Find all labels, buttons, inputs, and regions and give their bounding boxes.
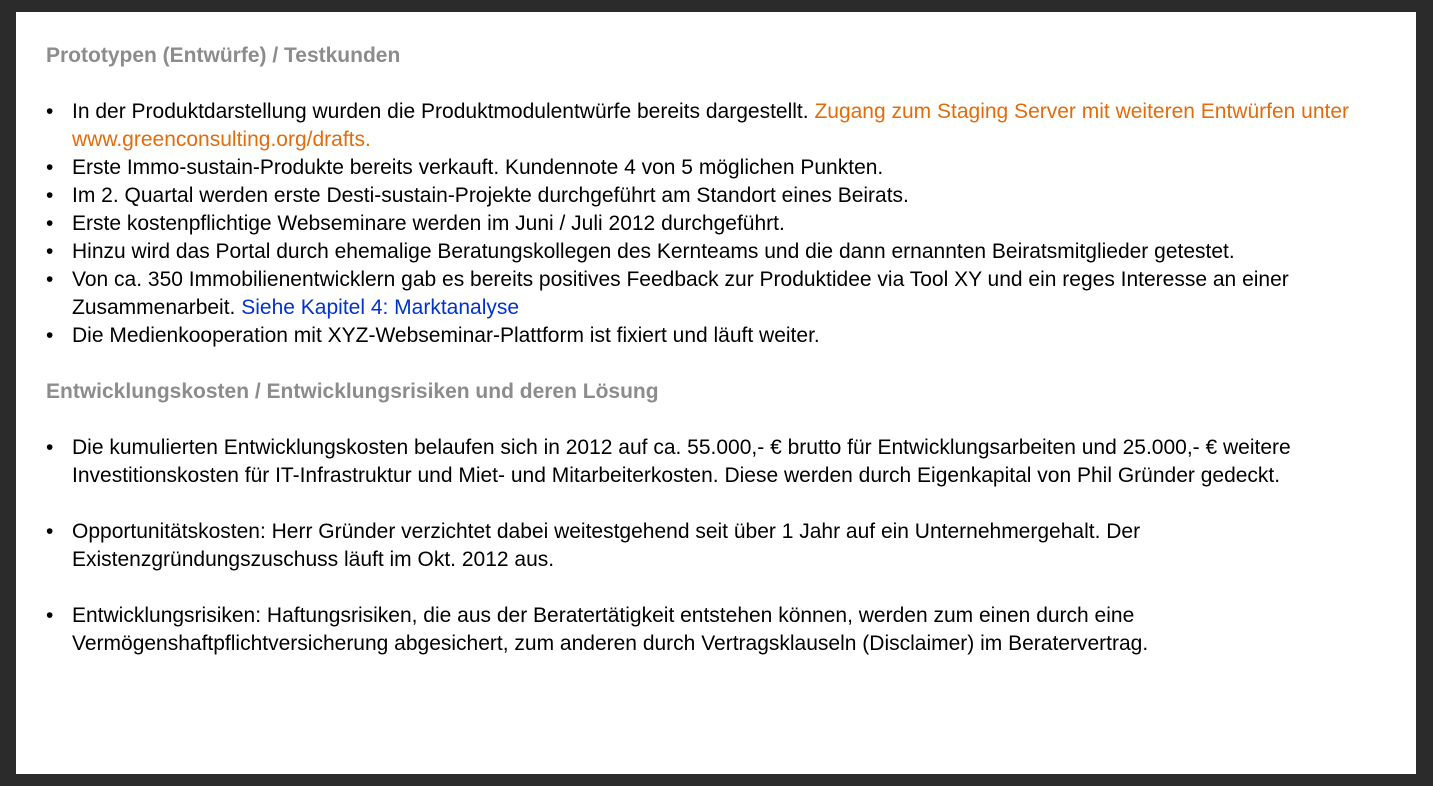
list-item	[46, 154, 1386, 182]
list-item	[46, 434, 1386, 490]
list-item	[46, 266, 1386, 322]
list-item	[46, 210, 1386, 238]
bullet-text: Entwicklungsrisiken: Haftungsrisiken, die aus der Beratertätigkeit entstehen können, werden zum einen durch eine Vermögenshaftpflichtversicherung abgesichert, zum anderen durch Vertragsklauseln (Disclaimer) im Beratervertrag.	[72, 604, 1149, 655]
staging-server-link[interactable]: Zugang zum Staging Server mit weiteren Entwürfen unter www.greenconsulting.org/drafts.	[72, 100, 1350, 151]
bullet-icon: •	[46, 520, 54, 543]
bullet-icon: •	[46, 604, 54, 627]
bullet-icon: •	[46, 268, 54, 291]
bullet-icon: •	[46, 240, 54, 263]
bullet-text: Hinzu wird das Portal durch ehemalige Beratungskollegen des Kernteams und die dann ernannten Beiratsmitglieder getestet.	[72, 240, 1235, 263]
list-item	[46, 182, 1386, 210]
section-title-prototypen: Prototypen (Entwürfe) / Testkunden	[46, 44, 401, 67]
bullet-text: Von ca. 350 Immobilienentwicklern gab es bereits positives Feedback zur Produktidee via Tool XY und ein reges Interesse an einer Zusammenarbeit.	[72, 268, 1289, 319]
bullet-icon: •	[46, 324, 54, 347]
bullet-icon: •	[46, 436, 54, 459]
slide	[16, 12, 1416, 774]
bullet-icon: •	[46, 100, 54, 123]
bullet-text: Erste Immo-sustain-Produkte bereits verkauft. Kundennote 4 von 5 möglichen Punkten.	[72, 156, 884, 179]
bullet-text: Opportunitätskosten: Herr Gründer verzichtet dabei weitestgehend seit über 1 Jahr auf ein Unternehmergehalt. Der Existenzgründungszuschuss läuft im Okt. 2012 aus.	[72, 520, 1141, 571]
bullet-text: In der Produktdarstellung wurden die Produktmodulentwürfe bereits dargestellt.	[72, 100, 809, 123]
bullet-icon: •	[46, 184, 54, 207]
prototypen-bullet-list	[46, 98, 1386, 350]
bullet-text: Die Medienkooperation mit XYZ-Webseminar-Plattform ist fixiert und läuft weiter.	[72, 324, 820, 347]
section-title-entwicklungskosten: Entwicklungskosten / Entwicklungsrisiken und deren Lösung	[46, 380, 659, 403]
list-item	[46, 518, 1386, 574]
entwicklungskosten-bullet-list	[46, 434, 1386, 658]
bullet-text: Im 2. Quartal werden erste Desti-sustain-Projekte durchgeführt am Standort eines Beirats.	[72, 184, 909, 207]
bullet-icon: •	[46, 156, 54, 179]
marktanalyse-link[interactable]: Siehe Kapitel 4: Marktanalyse	[241, 296, 520, 319]
bullet-text: Die kumulierten Entwicklungskosten belaufen sich in 2012 auf ca. 55.000,- € brutto für Entwicklungsarbeiten und 25.000,- € weitere Investitionskosten für IT-Infrastruktur und Miet- und Mitarbeiterkosten. Diese werden durch Eigenkapital von Phil Gründer gedeckt.	[72, 436, 1291, 487]
list-item	[46, 322, 1386, 350]
list-item	[46, 98, 1386, 154]
list-item	[46, 238, 1386, 266]
bullet-icon: •	[46, 212, 54, 235]
list-item	[46, 602, 1386, 658]
bullet-text: Erste kostenpflichtige Webseminare werden im Juni / Juli 2012 durchgeführt.	[72, 212, 785, 235]
